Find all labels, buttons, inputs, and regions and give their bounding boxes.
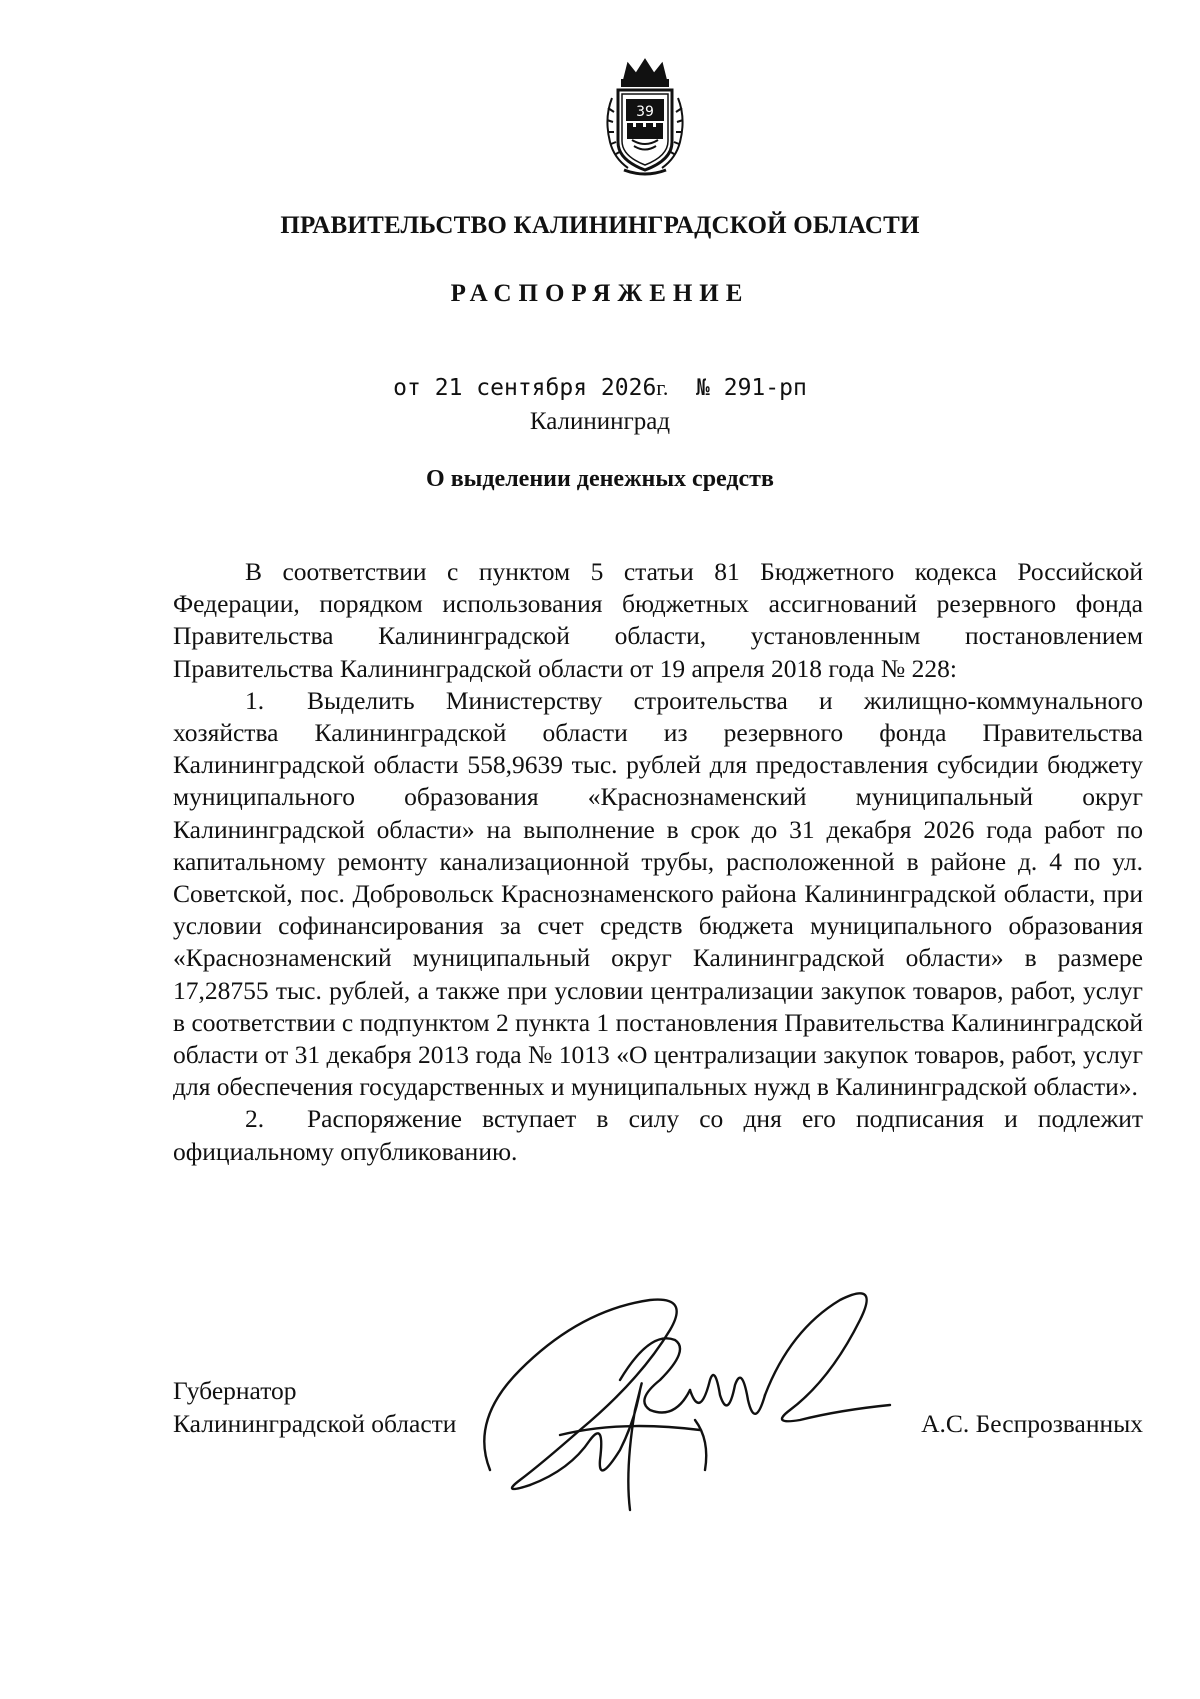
document-subject: О выделении денежных средств [426,466,774,492]
item-text: Распоряжение вступает в силу со дня его подписания и подлежит официальному опубликованию. [173,1104,1143,1166]
list-item [173,685,1143,1104]
document-number: № 291-рп [696,375,807,401]
year-suffix: г. [656,375,669,400]
list-item [173,1103,1143,1167]
preamble: В соответствии с пунктом 5 статьи 81 Бюджетного кодекса Российской Федерации, порядком использования бюджетных ассигнований резервного фонда Правительства Калининградской области, установленным постановлением Правительства Калининградской области от 19 апреля 2018 года № 228: [173,557,1143,683]
coat-of-arms-icon [594,58,696,178]
date-number-line [0,375,1200,401]
date-prefix: от [393,375,421,401]
item-text: Выделить Министерству строительства и жилищно-коммунального хозяйства Калининградской области из резервного фонда Правительства Калининградской области 558,9639 тыс. рублей для предоставления субсидии бюджету муниципального образования «Краснознаменский муниципальный округ Калининградской области» на выполнение в срок до 31 декабря 2026 года работ по капитальному ремонту канализационной трубы, расположенной в районе д. 4 по ул. Советской, пос. Добровольск Краснознаменского района Калининградской области, при условии софинансирования за счет средств бюджета муниципального образования «Краснознаменский муниципальный округ Калининградской области» в размере 17,28755 тыс. рублей, а также при условии централизации закупок товаров, работ, услуг в соответствии с подпунктом 2 пункта 1 постановления Правительства Калининградской области от 31 декабря 2013 года № 1013 «О централизации закупок товаров, работ, услуг для обеспечения государственных и муниципальных нужд в Калининградской области». [173,685,1143,1102]
position-line-2: Калининградской области [173,1409,457,1438]
position-line-1: Губернатор [173,1376,297,1405]
organization-title: ПРАВИТЕЛЬСТВО КАЛИНИНГРАДСКОЙ ОБЛАСТИ [280,212,920,239]
document-body [173,556,1143,1168]
document-type: РАСПОРЯЖЕНИЕ [450,280,750,307]
signatory-position [173,1374,456,1440]
item-number: 2. [245,1104,265,1134]
signatory-name: А.С. Беспрозванных [921,1409,1143,1438]
document-date: 21 сентября 2026 [434,375,657,401]
handwritten-signature-icon [460,1270,920,1530]
item-number: 1. [245,685,265,715]
city: Калининград [529,408,671,435]
svg-text:39: 39 [636,104,654,120]
